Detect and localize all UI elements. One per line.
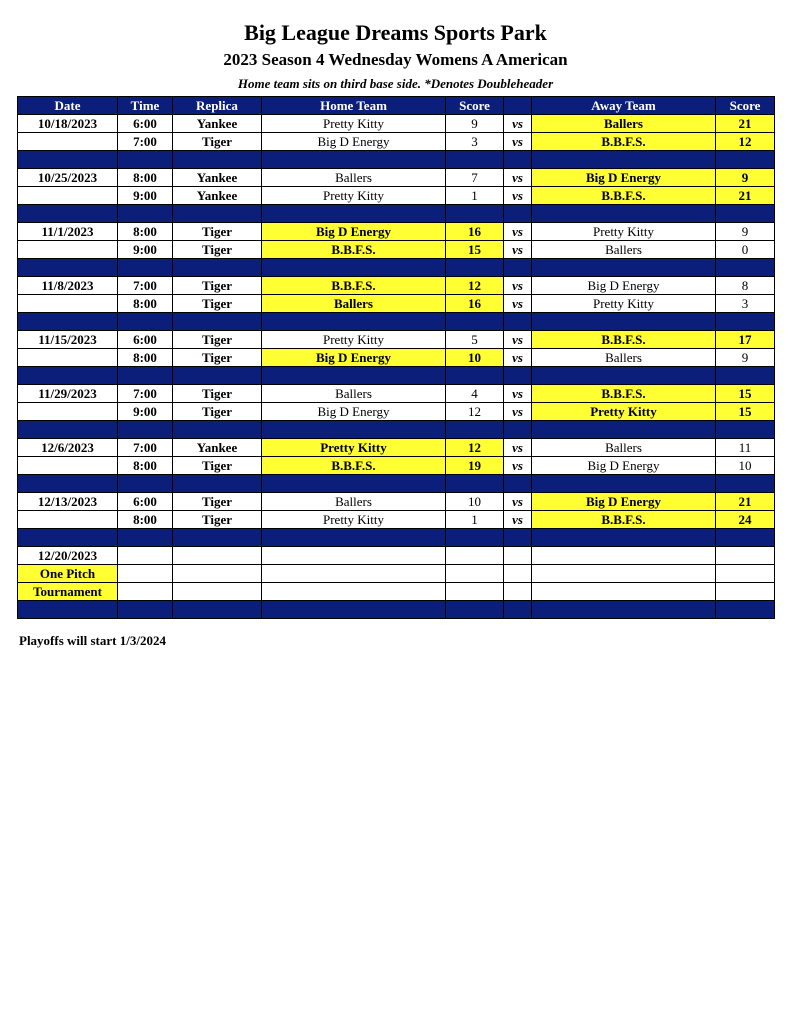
away-score-cell: 10 — [716, 457, 775, 475]
home-score-cell: 12 — [446, 277, 504, 295]
empty-cell — [446, 565, 504, 583]
home-team-cell: Ballers — [262, 169, 446, 187]
vs-cell: vs — [504, 241, 532, 259]
separator-cell — [173, 205, 262, 223]
home-score-cell: 10 — [446, 349, 504, 367]
game-row — [18, 349, 775, 367]
separator-cell — [532, 205, 716, 223]
separator-cell — [532, 421, 716, 439]
separator-cell — [504, 421, 532, 439]
separator-cell — [716, 367, 775, 385]
empty-cell — [532, 565, 716, 583]
separator-cell — [173, 529, 262, 547]
home-team-cell: B.B.F.S. — [262, 241, 446, 259]
away-score-cell: 21 — [716, 493, 775, 511]
replica-cell: Tiger — [173, 295, 262, 313]
home-score-cell: 1 — [446, 511, 504, 529]
separator-cell — [262, 529, 446, 547]
separator-cell — [446, 205, 504, 223]
separator-cell — [262, 367, 446, 385]
separator-row — [18, 205, 775, 223]
footer-note: Playoffs will start 1/3/2024 — [19, 633, 166, 648]
away-team-cell: B.B.F.S. — [532, 133, 716, 151]
date-cell — [18, 403, 118, 421]
away-team-cell: Ballers — [532, 349, 716, 367]
time-cell: 8:00 — [118, 169, 173, 187]
away-score-cell: 24 — [716, 511, 775, 529]
separator-cell — [173, 601, 262, 619]
game-row — [18, 511, 775, 529]
home-team-cell: Big D Energy — [262, 133, 446, 151]
vs-cell: vs — [504, 277, 532, 295]
replica-cell: Tiger — [173, 241, 262, 259]
vs-cell: vs — [504, 385, 532, 403]
time-cell: 9:00 — [118, 187, 173, 205]
home-score-cell: 19 — [446, 457, 504, 475]
separator-cell — [118, 205, 173, 223]
separator-cell — [446, 529, 504, 547]
empty-cell — [262, 547, 446, 565]
separator-cell — [446, 151, 504, 169]
tournament-row — [18, 547, 775, 565]
separator-row — [18, 259, 775, 277]
home-score-cell: 4 — [446, 385, 504, 403]
tournament-date-cell: One Pitch — [18, 565, 118, 583]
empty-cell — [173, 583, 262, 601]
date-cell: 10/18/2023 — [18, 115, 118, 133]
empty-cell — [716, 583, 775, 601]
home-score-cell: 16 — [446, 223, 504, 241]
separator-cell — [532, 601, 716, 619]
separator-cell — [716, 529, 775, 547]
separator-cell — [504, 529, 532, 547]
separator-cell — [173, 259, 262, 277]
away-score-cell: 9 — [716, 169, 775, 187]
home-team-cell: Ballers — [262, 493, 446, 511]
home-score-cell: 9 — [446, 115, 504, 133]
separator-cell — [118, 259, 173, 277]
empty-cell — [504, 547, 532, 565]
home-team-cell: B.B.F.S. — [262, 457, 446, 475]
away-score-cell: 9 — [716, 349, 775, 367]
away-team-cell: Pretty Kitty — [532, 403, 716, 421]
away-team-cell: Ballers — [532, 241, 716, 259]
game-row — [18, 385, 775, 403]
separator-cell — [716, 421, 775, 439]
home-score-cell: 1 — [446, 187, 504, 205]
separator-cell — [504, 475, 532, 493]
tournament-row — [18, 583, 775, 601]
vs-cell: vs — [504, 349, 532, 367]
away-score-cell: 21 — [716, 187, 775, 205]
game-row — [18, 187, 775, 205]
separator-row — [18, 151, 775, 169]
date-cell — [18, 133, 118, 151]
game-row — [18, 439, 775, 457]
away-team-cell: Pretty Kitty — [532, 295, 716, 313]
separator-cell — [446, 421, 504, 439]
home-team-cell: Big D Energy — [262, 223, 446, 241]
tournament-date-cell: Tournament — [18, 583, 118, 601]
separator-cell — [262, 313, 446, 331]
separator-cell — [532, 259, 716, 277]
time-cell: 8:00 — [118, 457, 173, 475]
separator-row — [18, 421, 775, 439]
away-score-cell: 8 — [716, 277, 775, 295]
home-team-cell: Ballers — [262, 295, 446, 313]
home-score-cell: 15 — [446, 241, 504, 259]
home-team-cell: Ballers — [262, 385, 446, 403]
time-cell: 6:00 — [118, 115, 173, 133]
vs-cell: vs — [504, 133, 532, 151]
separator-cell — [173, 313, 262, 331]
col-home-score: Score — [446, 97, 504, 115]
separator-cell — [118, 601, 173, 619]
empty-cell — [504, 583, 532, 601]
date-cell: 12/13/2023 — [18, 493, 118, 511]
home-score-cell: 10 — [446, 493, 504, 511]
home-score-cell: 16 — [446, 295, 504, 313]
away-score-cell: 11 — [716, 439, 775, 457]
replica-cell: Yankee — [173, 439, 262, 457]
separator-cell — [118, 151, 173, 169]
header-row — [18, 97, 775, 115]
time-cell: 8:00 — [118, 349, 173, 367]
replica-cell: Yankee — [173, 169, 262, 187]
tournament-row — [18, 565, 775, 583]
date-cell — [18, 295, 118, 313]
home-team-cell: B.B.F.S. — [262, 277, 446, 295]
col-away-team: Away Team — [532, 97, 716, 115]
separator-cell — [18, 151, 118, 169]
vs-cell: vs — [504, 331, 532, 349]
vs-cell: vs — [504, 115, 532, 133]
separator-row — [18, 313, 775, 331]
game-row — [18, 169, 775, 187]
away-team-cell: B.B.F.S. — [532, 331, 716, 349]
separator-row — [18, 601, 775, 619]
empty-cell — [262, 583, 446, 601]
col-replica: Replica — [173, 97, 262, 115]
date-cell: 11/29/2023 — [18, 385, 118, 403]
empty-cell — [262, 565, 446, 583]
col-date: Date — [18, 97, 118, 115]
time-cell: 8:00 — [118, 295, 173, 313]
separator-cell — [716, 259, 775, 277]
replica-cell: Tiger — [173, 511, 262, 529]
separator-cell — [716, 205, 775, 223]
date-cell: 10/25/2023 — [18, 169, 118, 187]
separator-cell — [504, 601, 532, 619]
page-subtitle: 2023 Season 4 Wednesday Womens A American — [223, 50, 568, 69]
separator-cell — [262, 151, 446, 169]
date-cell: 11/8/2023 — [18, 277, 118, 295]
game-row — [18, 403, 775, 421]
replica-cell: Tiger — [173, 493, 262, 511]
tournament-date-cell: 12/20/2023 — [18, 547, 118, 565]
empty-cell — [118, 547, 173, 565]
replica-cell: Tiger — [173, 223, 262, 241]
separator-cell — [18, 529, 118, 547]
separator-cell — [18, 313, 118, 331]
away-score-cell: 9 — [716, 223, 775, 241]
vs-cell: vs — [504, 511, 532, 529]
away-score-cell: 15 — [716, 385, 775, 403]
col-time: Time — [118, 97, 173, 115]
time-cell: 8:00 — [118, 511, 173, 529]
vs-cell: vs — [504, 439, 532, 457]
vs-cell: vs — [504, 169, 532, 187]
vs-cell: vs — [504, 295, 532, 313]
time-cell: 6:00 — [118, 493, 173, 511]
separator-cell — [532, 151, 716, 169]
away-team-cell: Pretty Kitty — [532, 223, 716, 241]
vs-cell: vs — [504, 187, 532, 205]
separator-cell — [504, 151, 532, 169]
empty-cell — [173, 547, 262, 565]
col-away-score: Score — [716, 97, 775, 115]
separator-row — [18, 529, 775, 547]
replica-cell: Tiger — [173, 403, 262, 421]
date-cell — [18, 241, 118, 259]
empty-cell — [532, 547, 716, 565]
separator-cell — [262, 601, 446, 619]
home-score-cell: 7 — [446, 169, 504, 187]
time-cell: 9:00 — [118, 403, 173, 421]
time-cell: 9:00 — [118, 241, 173, 259]
separator-row — [18, 367, 775, 385]
separator-cell — [504, 205, 532, 223]
empty-cell — [173, 565, 262, 583]
vs-cell: vs — [504, 403, 532, 421]
separator-cell — [262, 205, 446, 223]
separator-cell — [262, 475, 446, 493]
separator-cell — [118, 529, 173, 547]
date-cell: 11/1/2023 — [18, 223, 118, 241]
away-score-cell: 21 — [716, 115, 775, 133]
time-cell: 8:00 — [118, 223, 173, 241]
date-cell — [18, 511, 118, 529]
separator-row — [18, 475, 775, 493]
separator-cell — [173, 151, 262, 169]
separator-cell — [118, 421, 173, 439]
separator-cell — [173, 421, 262, 439]
away-team-cell: Ballers — [532, 115, 716, 133]
empty-cell — [532, 583, 716, 601]
separator-cell — [118, 367, 173, 385]
separator-cell — [446, 259, 504, 277]
home-score-cell: 12 — [446, 403, 504, 421]
home-team-cell: Pretty Kitty — [262, 115, 446, 133]
game-row — [18, 133, 775, 151]
separator-cell — [716, 151, 775, 169]
game-row — [18, 241, 775, 259]
separator-cell — [716, 601, 775, 619]
game-row — [18, 115, 775, 133]
separator-cell — [173, 367, 262, 385]
away-score-cell: 0 — [716, 241, 775, 259]
separator-cell — [118, 313, 173, 331]
away-team-cell: Big D Energy — [532, 169, 716, 187]
game-row — [18, 223, 775, 241]
separator-cell — [18, 475, 118, 493]
empty-cell — [446, 547, 504, 565]
col-home-team: Home Team — [262, 97, 446, 115]
home-score-cell: 12 — [446, 439, 504, 457]
empty-cell — [446, 583, 504, 601]
separator-cell — [504, 367, 532, 385]
time-cell: 7:00 — [118, 439, 173, 457]
separator-cell — [446, 601, 504, 619]
game-row — [18, 493, 775, 511]
away-score-cell: 15 — [716, 403, 775, 421]
separator-cell — [173, 475, 262, 493]
home-team-cell: Pretty Kitty — [262, 511, 446, 529]
game-row — [18, 277, 775, 295]
away-team-cell: Big D Energy — [532, 277, 716, 295]
home-team-cell: Big D Energy — [262, 403, 446, 421]
away-team-cell: B.B.F.S. — [532, 511, 716, 529]
separator-cell — [262, 421, 446, 439]
time-cell: 6:00 — [118, 331, 173, 349]
empty-cell — [504, 565, 532, 583]
replica-cell: Tiger — [173, 385, 262, 403]
replica-cell: Yankee — [173, 187, 262, 205]
home-team-cell: Pretty Kitty — [262, 187, 446, 205]
separator-cell — [532, 475, 716, 493]
date-cell — [18, 187, 118, 205]
replica-cell: Tiger — [173, 331, 262, 349]
date-cell — [18, 349, 118, 367]
away-score-cell: 17 — [716, 331, 775, 349]
replica-cell: Yankee — [173, 115, 262, 133]
date-cell: 11/15/2023 — [18, 331, 118, 349]
separator-cell — [18, 205, 118, 223]
game-row — [18, 331, 775, 349]
separator-cell — [504, 259, 532, 277]
vs-cell: vs — [504, 493, 532, 511]
separator-cell — [446, 475, 504, 493]
schedule-table — [17, 96, 775, 619]
replica-cell: Tiger — [173, 133, 262, 151]
empty-cell — [716, 565, 775, 583]
separator-cell — [18, 601, 118, 619]
separator-cell — [118, 475, 173, 493]
separator-cell — [262, 259, 446, 277]
away-team-cell: Big D Energy — [532, 493, 716, 511]
away-team-cell: Big D Energy — [532, 457, 716, 475]
replica-cell: Tiger — [173, 457, 262, 475]
separator-cell — [18, 367, 118, 385]
away-team-cell: B.B.F.S. — [532, 187, 716, 205]
separator-cell — [716, 475, 775, 493]
vs-cell: vs — [504, 223, 532, 241]
time-cell: 7:00 — [118, 385, 173, 403]
date-cell — [18, 457, 118, 475]
separator-cell — [532, 367, 716, 385]
home-team-cell: Big D Energy — [262, 349, 446, 367]
away-team-cell: B.B.F.S. — [532, 385, 716, 403]
separator-cell — [446, 313, 504, 331]
date-cell: 12/6/2023 — [18, 439, 118, 457]
separator-cell — [18, 259, 118, 277]
col-vs — [504, 97, 532, 115]
away-score-cell: 3 — [716, 295, 775, 313]
replica-cell: Tiger — [173, 349, 262, 367]
separator-cell — [532, 313, 716, 331]
home-score-cell: 3 — [446, 133, 504, 151]
separator-cell — [716, 313, 775, 331]
vs-cell: vs — [504, 457, 532, 475]
empty-cell — [716, 547, 775, 565]
separator-cell — [18, 421, 118, 439]
home-team-cell: Pretty Kitty — [262, 331, 446, 349]
page-note: Home team sits on third base side. *Denotes Doubleheader — [237, 76, 554, 91]
separator-cell — [504, 313, 532, 331]
time-cell: 7:00 — [118, 277, 173, 295]
time-cell: 7:00 — [118, 133, 173, 151]
page-title: Big League Dreams Sports Park — [244, 20, 547, 45]
empty-cell — [118, 565, 173, 583]
home-score-cell: 5 — [446, 331, 504, 349]
away-team-cell: Ballers — [532, 439, 716, 457]
empty-cell — [118, 583, 173, 601]
game-row — [18, 457, 775, 475]
away-score-cell: 12 — [716, 133, 775, 151]
game-row — [18, 295, 775, 313]
replica-cell: Tiger — [173, 277, 262, 295]
separator-cell — [446, 367, 504, 385]
separator-cell — [532, 529, 716, 547]
home-team-cell: Pretty Kitty — [262, 439, 446, 457]
